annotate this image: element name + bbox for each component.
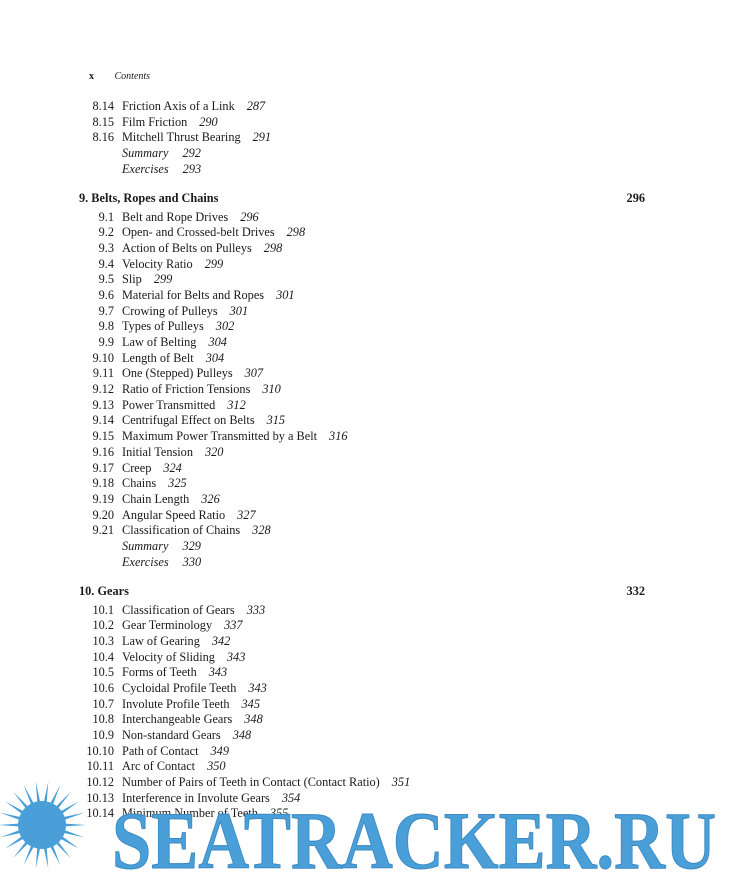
entry-title: Ratio of Friction Tensions	[122, 382, 251, 397]
toc-entry[interactable]	[0, 603, 729, 619]
entry-page: 348	[244, 712, 263, 727]
entry-title: Material for Belts and Ropes	[122, 287, 265, 302]
entry-title: One (Stepped) Pulleys	[122, 366, 233, 381]
entry-title: Initial Tension	[122, 444, 193, 459]
entry-title: Maximum Power Transmitted by a Belt	[122, 429, 318, 444]
entry-title: Non-standard Gears	[122, 728, 221, 742]
toc-exercises[interactable]: Exercises 293	[122, 161, 202, 176]
entry-page: 328	[252, 523, 271, 538]
entry-page: 342	[211, 633, 231, 648]
entry-number: 9.7	[98, 303, 114, 318]
chapter-page: 296	[626, 191, 645, 205]
entry-number: 10.2	[92, 618, 114, 633]
entry-number: 9.14	[92, 413, 114, 428]
sun-icon	[0, 781, 86, 868]
entry-title: Centrifugal Effect on Belts	[122, 413, 255, 428]
entry-title: Action of Belts on Pulleys	[122, 240, 252, 255]
entry-page: 343	[208, 665, 228, 680]
toc-entry[interactable]	[0, 523, 729, 539]
entry-page: 327	[237, 507, 256, 522]
entry-number: 9.19	[92, 491, 114, 506]
entry-title: Cycloidal Profile Teeth	[122, 680, 237, 695]
toc-entry[interactable]	[0, 492, 729, 508]
toc-exercises[interactable]	[0, 555, 729, 571]
entry-title: Chain Length	[122, 491, 190, 506]
entry-page: 302	[215, 319, 235, 334]
toc-entry[interactable]	[0, 257, 729, 273]
entry-page: 298	[263, 240, 283, 255]
toc-entry[interactable]	[0, 697, 729, 713]
entry-page: 316	[329, 429, 348, 444]
entry-title: Crowing of Pulleys	[122, 303, 218, 318]
entry-number: 10.12	[86, 775, 114, 790]
entry-title: Power Transmitted	[122, 397, 216, 412]
toc-entry[interactable]	[0, 508, 729, 524]
entry-number: 9.15	[92, 429, 114, 444]
entry-title: Interference in Involute Gears	[122, 790, 270, 805]
entry-title: Interchangeable Gears	[122, 712, 233, 727]
entry-page: 337	[224, 618, 243, 633]
watermark-text: SEATRACKER.RU	[112, 795, 716, 886]
watermark-logo	[0, 780, 729, 894]
entry-page: 326	[201, 491, 220, 506]
entry-title: Velocity Ratio	[122, 256, 193, 271]
entry-number: 10.13	[86, 790, 114, 805]
exercises-page: 330	[182, 554, 202, 569]
summary-title: Summary	[122, 538, 169, 553]
toc-entry[interactable]	[0, 681, 729, 697]
entry-page: 301	[229, 303, 249, 318]
entry-page: 355	[269, 806, 289, 821]
exercises-title: Exercises	[122, 554, 169, 569]
entry-title: Types of Pulleys	[122, 319, 204, 334]
chapter-page: 332	[626, 584, 645, 598]
entry-page: 343	[226, 649, 246, 664]
chapter-title: 10. Gears	[79, 584, 129, 598]
toc-entry[interactable]	[0, 413, 729, 429]
entry-number: 10.14	[86, 806, 114, 821]
toc-entry[interactable]	[0, 665, 729, 681]
entry-number: 10.9	[92, 728, 114, 742]
toc-entry[interactable]	[0, 304, 729, 320]
entry-page: 299	[153, 272, 173, 287]
toc-entry[interactable]	[0, 445, 729, 461]
entry-title: Classification of Chains	[122, 523, 241, 538]
entry-page: 345	[241, 696, 260, 711]
toc-entry[interactable]: 8.16 Mitchell Thrust Bearing 291	[92, 130, 272, 145]
toc-entry[interactable]	[0, 712, 729, 728]
toc-entry[interactable]	[0, 225, 729, 241]
toc-entry[interactable]	[0, 476, 729, 492]
chapter-title: 9. Belts, Ropes and Chains	[79, 191, 219, 205]
entry-page: 315	[266, 413, 286, 428]
entry-title: Arc of Contact	[122, 759, 196, 774]
entry-number: 9.3	[98, 240, 114, 255]
entry-page: 324	[163, 460, 182, 475]
entry-page: 296	[240, 209, 259, 224]
toc-entry[interactable]	[0, 335, 729, 351]
entry-number: 9.13	[92, 397, 114, 412]
entry-number: 9.5	[98, 272, 114, 287]
toc-entry[interactable]	[0, 728, 729, 744]
entry-number: 10.3	[92, 633, 114, 648]
toc-entry[interactable]	[0, 650, 729, 666]
entry-page: 304	[205, 350, 225, 365]
header-page-number: x	[89, 71, 94, 82]
entry-page: 333	[246, 602, 266, 617]
entry-number: 10.8	[92, 712, 114, 727]
toc-entry[interactable]	[0, 272, 729, 288]
entry-page: 301	[276, 287, 295, 302]
entry-page: 350	[207, 759, 226, 774]
entry-number: 10.11	[86, 759, 114, 774]
entry-title: Length of Belt	[122, 350, 194, 365]
toc-entry[interactable]: 8.15 Film Friction 290	[92, 114, 218, 129]
entry-number: 9.21	[92, 523, 114, 538]
entry-number: 9.18	[92, 476, 114, 491]
toc-entry[interactable]	[0, 366, 729, 382]
header-title: Contents	[114, 71, 151, 82]
entry-number: 9.11	[92, 366, 114, 381]
toc-entry[interactable]	[0, 618, 729, 634]
entry-title: Chains	[122, 476, 157, 491]
chapter-9-heading[interactable]	[79, 190, 645, 206]
entry-title: Creep	[122, 460, 152, 475]
toc-summary[interactable]	[0, 539, 729, 555]
entry-page: 299	[204, 256, 224, 271]
toc-entry[interactable]	[0, 398, 729, 414]
entry-number: 9.2	[98, 225, 114, 240]
toc-entry[interactable]	[0, 210, 729, 226]
toc-entry[interactable]	[0, 351, 729, 367]
toc-entry[interactable]	[0, 382, 729, 398]
chapter-10-heading[interactable]	[79, 583, 645, 599]
toc-entry[interactable]: 8.14 Friction Axis of a Link 287	[92, 99, 266, 113]
entry-title: Velocity of Sliding	[122, 649, 215, 664]
toc-entry[interactable]	[0, 634, 729, 650]
entry-page: 348	[232, 728, 252, 742]
entry-title: Minimum Number of Teeth	[122, 806, 258, 821]
entry-number: 9.9	[98, 335, 114, 349]
entry-number: 9.20	[92, 507, 114, 522]
toc-entry[interactable]	[0, 288, 729, 304]
running-header	[89, 71, 150, 82]
entry-page: 312	[227, 397, 246, 412]
entry-title: Belt and Rope Drives	[122, 209, 229, 224]
entry-number: 9.17	[92, 460, 114, 475]
entry-number: 9.12	[92, 382, 114, 397]
entry-number: 9.16	[92, 444, 114, 459]
entry-number: 10.5	[92, 665, 114, 680]
entry-number: 10.7	[92, 696, 114, 711]
toc-entry[interactable]	[0, 241, 729, 257]
toc-summary[interactable]: Summary 292	[122, 146, 201, 161]
entry-number: 9.4	[98, 256, 114, 271]
entry-number: 9.10	[92, 350, 114, 365]
chapter-8-tail	[0, 99, 729, 177]
entry-title: Involute Profile Teeth	[122, 696, 230, 711]
entry-page: 304	[208, 335, 227, 349]
entry-number: 9.1	[98, 209, 114, 224]
entry-title: Law of Gearing	[122, 633, 200, 648]
entry-title: Classification of Gears	[122, 602, 235, 617]
entry-number: 10.1	[92, 602, 114, 617]
entry-title: Slip	[122, 272, 142, 287]
toc-entry[interactable]	[0, 461, 729, 477]
entry-page: 307	[244, 366, 264, 381]
summary-page: 329	[182, 538, 201, 553]
entry-title: Law of Belting	[122, 335, 197, 349]
toc-entry[interactable]	[0, 744, 729, 760]
entry-page: 354	[281, 790, 301, 805]
entry-page: 351	[391, 775, 411, 790]
entry-number: 9.8	[98, 319, 114, 334]
toc-entry[interactable]	[0, 319, 729, 335]
entry-title: Number of Pairs of Teeth in Contact (Contact Ratio)	[122, 775, 380, 790]
entry-number: 10.10	[86, 743, 114, 758]
entry-title: Path of Contact	[122, 743, 199, 758]
entry-number: 9.6	[98, 287, 114, 302]
entry-page: 325	[168, 476, 187, 491]
entry-page: 310	[262, 382, 281, 397]
entry-page: 343	[248, 680, 267, 695]
chapter-9-entries	[0, 210, 729, 571]
entry-page: 320	[204, 444, 224, 459]
entry-page: 298	[286, 225, 306, 240]
entry-title: Forms of Teeth	[122, 665, 197, 680]
toc-entry[interactable]	[0, 759, 729, 775]
entry-title: Gear Terminology	[122, 618, 213, 633]
toc-entry[interactable]	[0, 429, 729, 445]
entry-title: Open- and Crossed-belt Drives	[122, 225, 275, 240]
entry-page: 349	[210, 743, 229, 758]
entry-title: Angular Speed Ratio	[122, 507, 226, 522]
entry-number: 10.6	[92, 680, 114, 695]
entry-number: 10.4	[92, 649, 114, 664]
